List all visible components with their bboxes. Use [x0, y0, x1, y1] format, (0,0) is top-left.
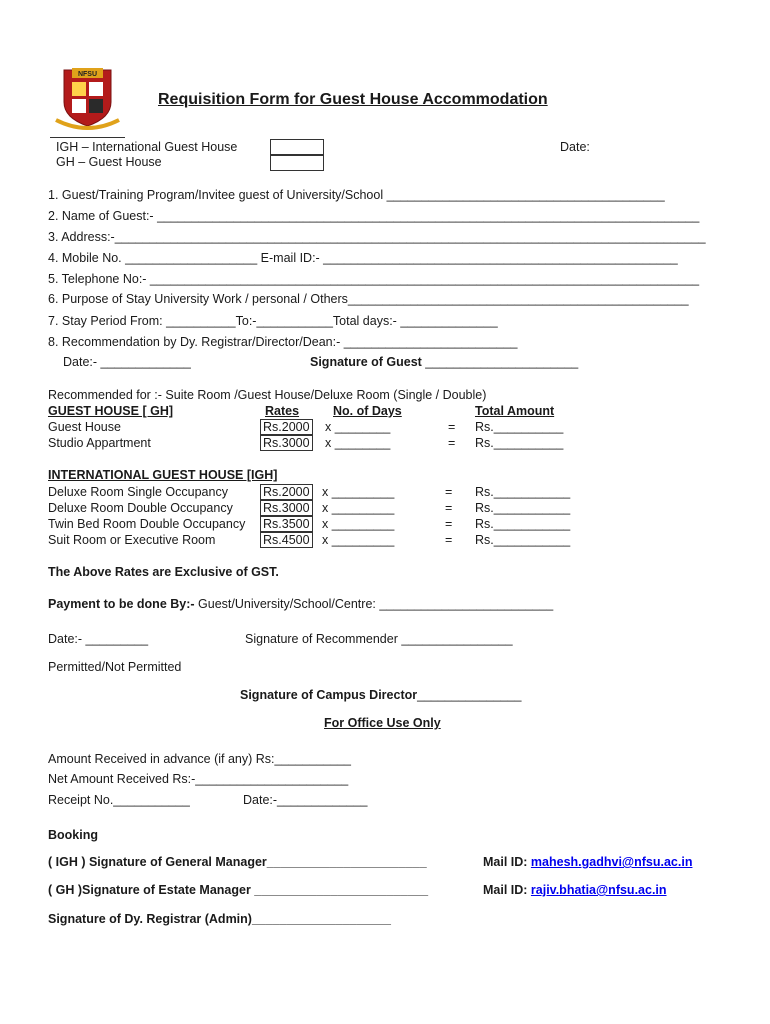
nfsu-logo — [50, 62, 125, 134]
igh-row-rate: Rs.3500 — [260, 516, 313, 532]
recommended-for: Recommended for :- Suite Room /Guest House/Deluxe Room (Single / Double) — [48, 388, 487, 402]
email-link-gm[interactable]: mahesh.gadhvi@nfsu.ac.in — [530, 855, 693, 869]
igh-row-amount[interactable]: Rs.___________ — [475, 485, 571, 499]
gh-row-rate: Rs.2000 — [260, 419, 313, 435]
svg-text:NFSU: NFSU — [77, 71, 98, 78]
igh-legend: IGH – International Guest House — [56, 140, 238, 154]
dy-registrar-signature[interactable]: Signature of Dy. Registrar (Admin)____________________ — [48, 912, 391, 926]
recommender-date[interactable]: Date:- _________ — [48, 632, 149, 646]
igh-row-rate: Rs.3000 — [260, 500, 313, 516]
recommender-signature[interactable]: Signature of Recommender ________________ — [245, 632, 513, 646]
gh-row-eq: = — [448, 420, 456, 434]
gh-legend: GH – Guest House — [56, 155, 162, 169]
mail-id-em — [483, 883, 667, 897]
campus-director-line: _______________ — [417, 688, 522, 702]
office-use-heading: For Office Use Only — [324, 716, 441, 730]
gh-row-amount[interactable]: Rs.__________ — [475, 420, 564, 434]
igh-row-days[interactable]: x _________ — [322, 501, 395, 515]
payment-field[interactable] — [48, 597, 553, 611]
igh-row-amount[interactable]: Rs.___________ — [475, 533, 571, 547]
em-signature[interactable]: ( GH )Signature of Estate Manager _________________________ — [48, 883, 429, 897]
gh-row-days[interactable]: x ________ — [325, 436, 391, 450]
gh-row-amount[interactable]: Rs.__________ — [475, 436, 564, 450]
gh-row-name: Studio Appartment — [48, 436, 151, 450]
igh-row-name: Deluxe Room Double Occupancy — [48, 501, 233, 515]
guest-signature[interactable] — [310, 355, 578, 369]
gh-checkbox[interactable] — [270, 154, 324, 171]
amount-advance-field[interactable]: Amount Received in advance (if any) Rs:___________ — [48, 752, 351, 766]
mail-id-gm — [483, 855, 692, 869]
gh-heading: GUEST HOUSE [ GH] — [48, 404, 174, 418]
payment-text: Guest/University/School/Centre: _________________________ — [194, 597, 554, 611]
receipt-number-field[interactable]: Receipt No.___________ — [48, 793, 190, 807]
gh-row-days[interactable]: x ________ — [325, 420, 391, 434]
col-days: No. of Days — [333, 404, 402, 418]
item-guest-program[interactable]: 1. Guest/Training Program/Invitee guest of University/School ________________________________________ — [48, 188, 665, 202]
gh-row-rate: Rs.3000 — [260, 435, 313, 451]
permitted-status[interactable]: Permitted/Not Permitted — [48, 660, 182, 674]
col-rates: Rates — [265, 404, 300, 418]
igh-row-name: Suit Room or Executive Room — [48, 533, 216, 547]
email-link-em[interactable]: rajiv.bhatia@nfsu.ac.in — [530, 883, 667, 897]
item-purpose[interactable]: 6. Purpose of Stay University Work / personal / Others_________________________________________________ — [48, 292, 689, 306]
page-title: Requisition Form for Guest House Accommodation — [158, 91, 548, 108]
guest-signature-line: ______________________ — [421, 355, 579, 369]
igh-row-eq: = — [445, 501, 453, 515]
igh-row-days[interactable]: x _________ — [322, 517, 395, 531]
igh-row-eq: = — [445, 517, 453, 531]
gh-row-eq: = — [448, 436, 456, 450]
igh-row-name: Deluxe Room Single Occupancy — [48, 485, 228, 499]
receipt-date-field[interactable]: Date:-_____________ — [243, 793, 368, 807]
mail-label: Mail ID: — [483, 883, 531, 897]
igh-row-rate: Rs.2000 — [260, 484, 313, 500]
gh-row-name: Guest House — [48, 420, 121, 434]
item-guest-name[interactable]: 2. Name of Guest:- ______________________________________________________________________________ — [48, 209, 700, 223]
date-label: Date: — [560, 140, 590, 154]
item-address[interactable]: 3. Address:-_____________________________________________________________________________________ — [48, 230, 706, 244]
igh-row-days[interactable]: x _________ — [322, 485, 395, 499]
igh-row-eq: = — [445, 485, 453, 499]
payment-label: Payment to be done By:- — [48, 597, 195, 611]
col-total: Total Amount — [475, 404, 555, 418]
igh-row-amount[interactable]: Rs.___________ — [475, 501, 571, 515]
campus-director-signature[interactable] — [240, 688, 521, 702]
guest-signature-label: Signature of Guest — [310, 355, 422, 369]
campus-director-label: Signature of Campus Director — [240, 688, 418, 702]
igh-heading: INTERNATIONAL GUEST HOUSE [IGH] — [48, 468, 278, 482]
net-amount-field[interactable]: Net Amount Received Rs:-______________________ — [48, 772, 349, 786]
igh-row-days[interactable]: x _________ — [322, 533, 395, 547]
item-stay-period[interactable]: 7. Stay Period From: __________To:-___________Total days:- ______________ — [48, 314, 498, 328]
igh-row-amount[interactable]: Rs.___________ — [475, 517, 571, 531]
gst-note: The Above Rates are Exclusive of GST. — [48, 565, 279, 579]
guest-date-field[interactable]: Date:- _____________ — [63, 355, 191, 369]
mail-label: Mail ID: — [483, 855, 531, 869]
igh-row-eq: = — [445, 533, 453, 547]
gm-signature[interactable]: ( IGH ) Signature of General Manager_______________________ — [48, 855, 427, 869]
item-telephone[interactable]: 5. Telephone No:- _______________________________________________________________________________ — [48, 272, 700, 286]
booking-heading: Booking — [48, 828, 98, 842]
item-mobile-email[interactable]: 4. Mobile No. ___________________ E-mail ID:- ___________________________________________________ — [48, 251, 678, 265]
igh-row-rate: Rs.4500 — [260, 532, 313, 548]
igh-row-name: Twin Bed Room Double Occupancy — [48, 517, 246, 531]
item-recommendation[interactable]: 8. Recommendation by Dy. Registrar/Director/Dean:- _________________________ — [48, 335, 518, 349]
